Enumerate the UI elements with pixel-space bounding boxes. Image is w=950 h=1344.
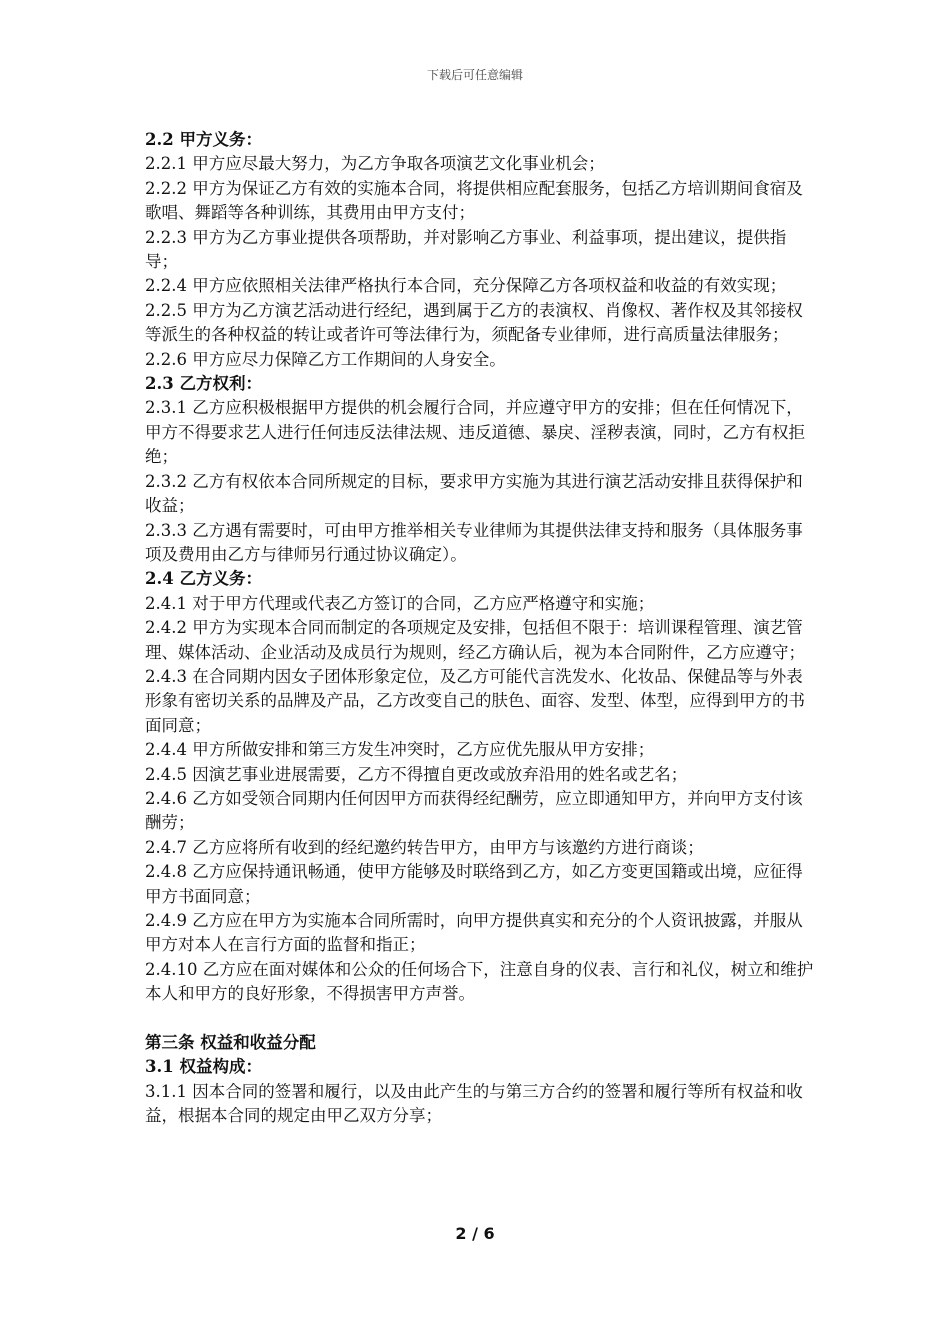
clause-paragraph: 2.2.3 甲方为乙方事业提供各项帮助，并对影响乙方事业、利益事项，提出建议，提供指导； <box>145 227 787 272</box>
page-header: 下载后可任意编辑 <box>426 68 523 82</box>
clause-paragraph: 3.1.1 因本合同的签署和履行，以及由此产生的与第三方合约的签署和履行等所有权益和收益，根据本合同的规定由甲乙双方分享； <box>145 1081 803 1126</box>
page-number: 2 / 6 <box>455 1224 495 1243</box>
clause-paragraph: 2.3.3 乙方遇有需要时，可由甲方推举相关专业律师为其提供法律支持和服务（具体服务事项及费用由乙方与律师另行通过协议确定）。 <box>145 520 803 564</box>
section-heading: 2.2 甲方义务： <box>145 130 262 149</box>
section-heading: 第三条 权益和收益分配 <box>145 1033 316 1053</box>
clause-paragraph: 2.4.9 乙方应在甲方为实施本合同所需时，向甲方提供真实和充分的个人资讯披露，并服从甲方对本人在言行方面的监督和指正； <box>145 911 803 955</box>
clause-paragraph: 2.2.4 甲方应依照相关法律严格执行本合同，充分保障乙方各项权益和收益的有效实现； <box>145 276 787 296</box>
section-heading: 2.4 乙方义务： <box>145 569 262 589</box>
clause-paragraph: 2.2.1 甲方应尽最大努力，为乙方争取各项演艺文化事业机会； <box>145 154 605 174</box>
clause-paragraph: 2.4.4 甲方所做安排和第三方发生冲突时，乙方应优先服从甲方安排； <box>145 740 655 760</box>
clause-paragraph: 2.2.6 甲方应尽力保障乙方工作期间的人身安全。 <box>145 349 506 369</box>
document-body <box>145 128 815 1129</box>
clause-paragraph: 2.4.7 乙方应将所有收到的经纪邀约转告甲方，由甲方与该邀约方进行商谈； <box>145 837 704 857</box>
clause-paragraph: 2.4.6 乙方如受领合同期内任何因甲方而获得经纪酬劳，应立即通知甲方，并向甲方支付该酬劳； <box>145 788 803 833</box>
clause-paragraph: 2.4.10 乙方应在面对媒体和公众的任何场合下，注意自身的仪表、言行和礼仪，树立和维护本人和甲方的良好形象，不得损害甲方声誉。 <box>145 959 814 1004</box>
section-heading: 3.1 权益构成： <box>145 1057 262 1077</box>
clause-paragraph: 2.4.3 在合同期内因女子团体形象定位，及乙方可能代言洗发水、化妆品、保健品等与外表形象有密切关系的品牌及产品，乙方改变自己的肤色、面容、发型、体型，应得到甲方的书面同意； <box>145 666 805 735</box>
clause-paragraph: 2.4.2 甲方为实现本合同而制定的各项规定及安排，包括但不限于：培训课程管理、演艺管理、媒体活动、企业活动及成员行为规则，经乙方确认后，视为本合同附件，乙方应遵守； <box>145 618 805 662</box>
clause-paragraph: 2.4.5 因演艺事业进展需要，乙方不得擅自更改或放弃沿用的姓名或艺名； <box>145 764 688 784</box>
clause-paragraph: 2.3.2 乙方有权依本合同所规定的目标，要求甲方实施为其进行演艺活动安排且获得保护和收益； <box>145 471 803 516</box>
clause-paragraph: 2.2.2 甲方为保证乙方有效的实施本合同，将提供相应配套服务，包括乙方培训期间食宿及歌唱、舞蹈等各种训练，其费用由甲方支付； <box>145 178 803 223</box>
clause-paragraph: 2.4.1 对于甲方代理或代表乙方签订的合同，乙方应严格遵守和实施； <box>145 593 655 613</box>
clause-paragraph: 2.3.1 乙方应积极根据甲方提供的机会履行合同，并应遵守甲方的安排；但在任何情况下，甲方不得要求艺人进行任何违反法律法规、违反道德、暴戾、淫秽表演，同时，乙方有权拒绝； <box>145 398 805 467</box>
section-heading: 2.3 乙方权利： <box>145 374 262 394</box>
clause-paragraph: 2.2.5 甲方为乙方演艺活动进行经纪，遇到属于乙方的表演权、肖像权、著作权及其邻接权等派生的各种权益的转让或者许可等法律行为，须配备专业律师，进行高质量法律服务； <box>145 300 803 345</box>
clause-paragraph: 2.4.8 乙方应保持通讯畅通，使甲方能够及时联络到乙方，如乙方变更国籍或出境，应征得甲方书面同意； <box>145 862 803 906</box>
paragraph-spacer <box>145 1007 815 1031</box>
